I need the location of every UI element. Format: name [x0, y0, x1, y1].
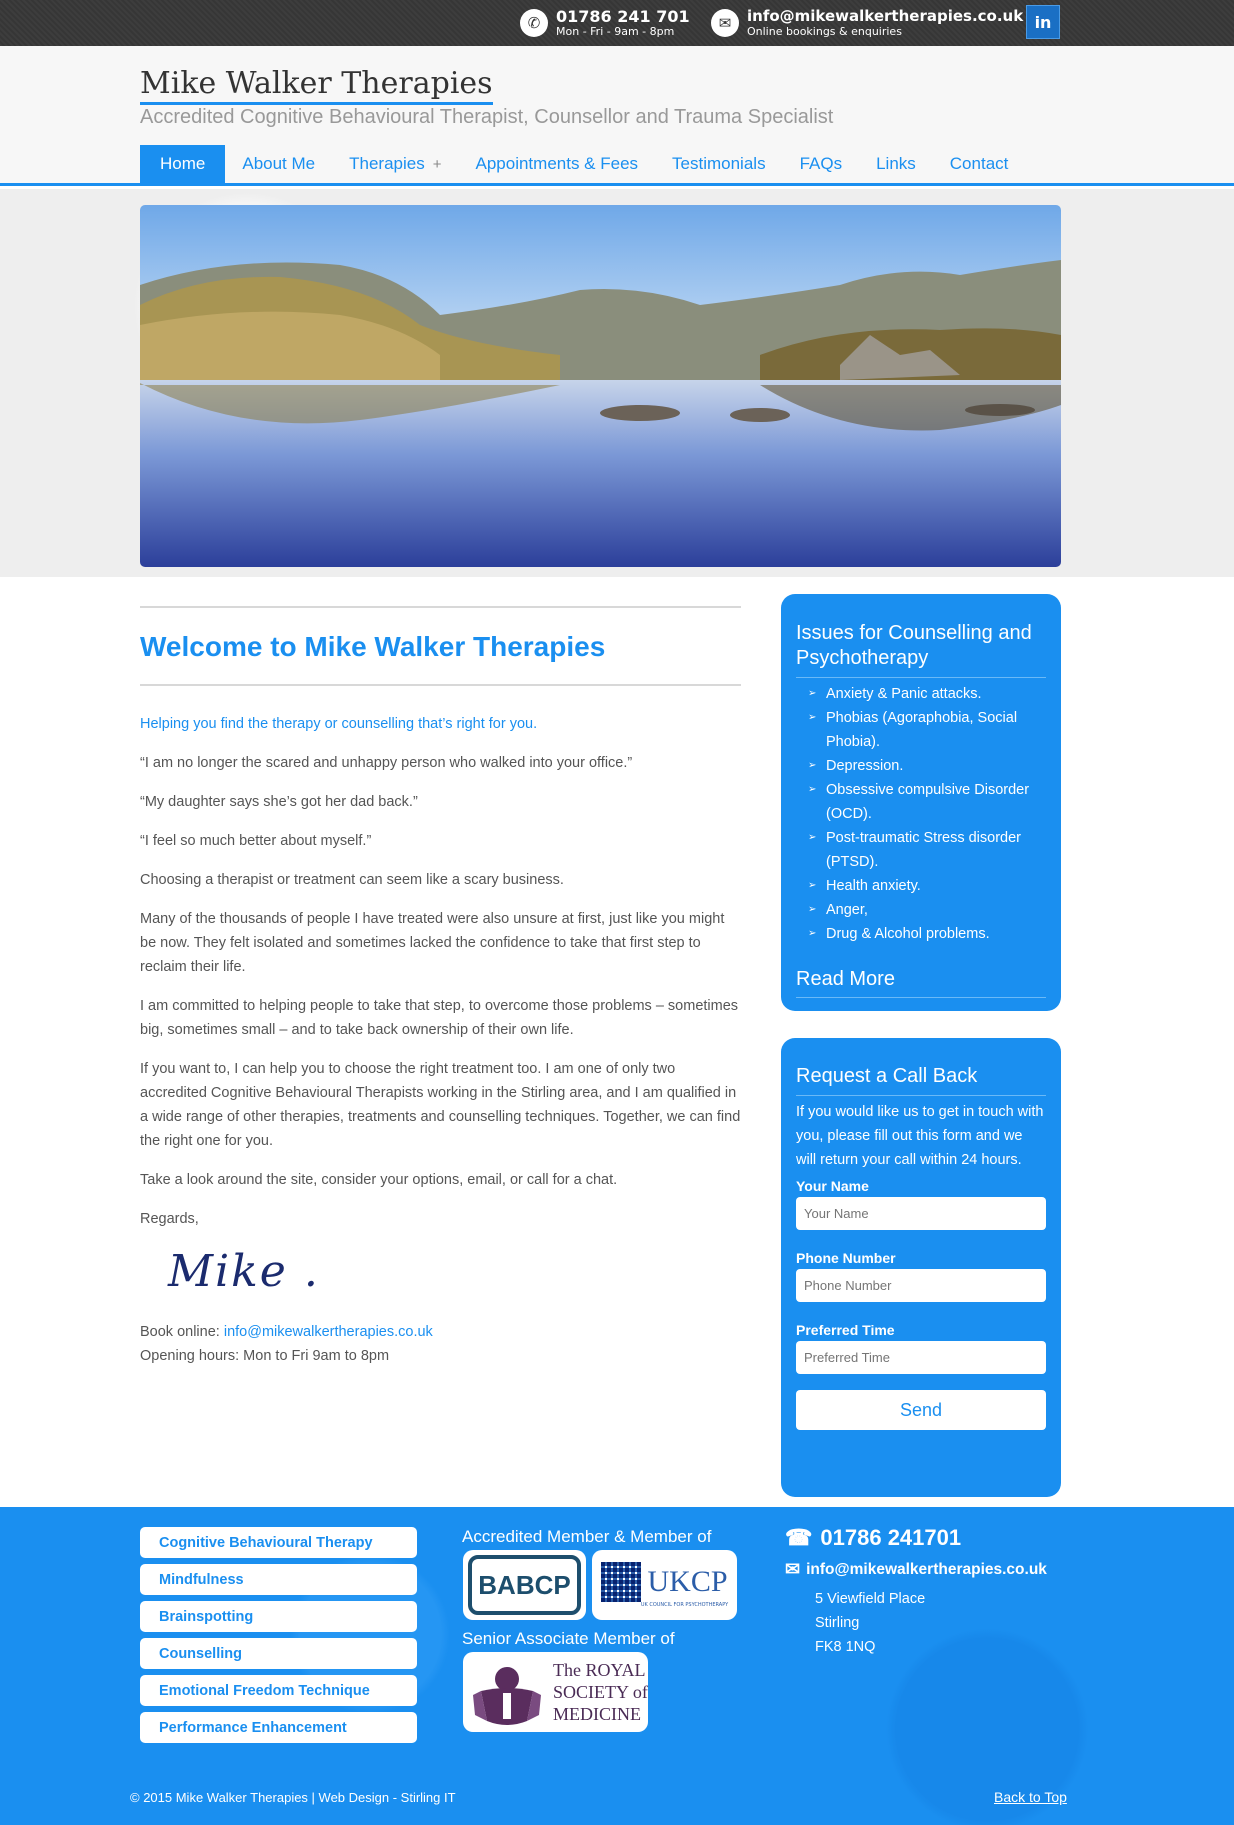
divider	[140, 606, 741, 608]
body-paragraph: Choosing a therapist or treatment can seem like a scary business.	[140, 872, 564, 888]
regards-text: Regards,	[140, 1211, 199, 1227]
topbar-phone-number[interactable]: 01786 241 701	[556, 7, 690, 26]
nav-therapies-label: Therapies	[349, 154, 425, 173]
book-email-link[interactable]: info@mikewalkertherapies.co.uk	[223, 1324, 433, 1340]
body-paragraph: I am committed to helping people to take that step, to overcome those problems – sometimes big, sometimes small – and to take back ownership of their own life.	[140, 998, 739, 1038]
callback-title: Request a Call Back	[796, 1064, 1046, 1096]
list-item: ➢ Drug & Alcohol problems.	[796, 922, 1046, 946]
service-link-counselling[interactable]: Counselling	[140, 1638, 417, 1669]
footer-phone[interactable]	[785, 1525, 961, 1551]
service-link-performance[interactable]: Performance Enhancement	[140, 1712, 417, 1743]
rsm-logo-text	[553, 1659, 648, 1725]
ukcp-logo-sub: UK COUNCIL FOR PSYCHOTHERAPY	[640, 1602, 729, 1608]
ukcp-logo-text: UKCP	[647, 1565, 728, 1598]
issues-box	[781, 594, 1061, 1011]
topbar-email[interactable]	[711, 6, 1023, 40]
linkedin-icon[interactable]: in	[1026, 5, 1060, 39]
rsm-line-3: MEDICINE	[553, 1704, 641, 1724]
nav-about-me[interactable]: About Me	[242, 154, 316, 173]
list-item: ➢ Phobias (Agoraphobia, Social Phobia).	[796, 706, 1046, 754]
main-nav	[140, 145, 1025, 183]
send-button[interactable]: Send	[796, 1390, 1046, 1430]
rsm-crest-icon	[467, 1655, 547, 1729]
body-paragraph: Many of the thousands of people I have treated were also unsure at first, just like you might be now. They felt isolated and sometimes lacked the confidence to take that first step to reclaim their life.	[140, 911, 725, 975]
phone-icon: ✆	[520, 9, 548, 37]
name-label: Your Name	[796, 1178, 869, 1194]
list-item: ➢ Anger,	[796, 898, 1046, 922]
hero-landscape-image	[140, 205, 1061, 567]
testimonial-quote: “My daughter says she’s got her dad back.”	[140, 794, 418, 810]
phone-label: Phone Number	[796, 1250, 896, 1266]
main-content	[140, 606, 741, 1368]
nav-appointments-fees[interactable]: Appointments & Fees	[475, 154, 639, 173]
babcp-logo-text: BABCP	[468, 1555, 581, 1615]
service-link-brainspotting[interactable]: Brainspotting	[140, 1601, 417, 1632]
footer-address	[815, 1587, 925, 1659]
copyright-text: © 2015 Mike Walker Therapies | Web Design - Stirling IT	[130, 1790, 456, 1805]
back-to-top-link[interactable]: Back to Top	[994, 1789, 1067, 1805]
time-label: Preferred Time	[796, 1322, 895, 1338]
list-item: ➢ Anxiety & Panic attacks.	[796, 682, 1046, 706]
topbar-phone-hours: Mon - Fri - 9am - 8pm	[556, 25, 675, 38]
nav-testimonials[interactable]: Testimonials	[672, 154, 766, 173]
hero-section	[0, 189, 1234, 577]
address-line: FK8 1NQ	[815, 1639, 876, 1655]
topbar-email-sub: Online bookings & enquiries	[747, 25, 902, 38]
address-line: Stirling	[815, 1615, 860, 1631]
plus-icon[interactable]: +	[432, 155, 442, 173]
babcp-logo[interactable]	[463, 1550, 586, 1620]
footer-phone-number[interactable]: 01786 241701	[820, 1525, 962, 1550]
list-item: ➢ Health anxiety.	[796, 874, 1046, 898]
address-line: 5 Viewfield Place	[815, 1591, 926, 1607]
senior-heading: Senior Associate Member of	[462, 1629, 675, 1648]
callback-form	[781, 1038, 1061, 1497]
nav-home[interactable]: Home	[140, 145, 225, 183]
opening-hours: Opening hours: Mon to Fri 9am to 8pm	[140, 1348, 390, 1364]
topbar-email-address[interactable]: info@mikewalkertherapies.co.uk	[747, 7, 1024, 25]
list-item: ➢ Depression.	[796, 754, 1046, 778]
testimonial-quote: “I am no longer the scared and unhappy person who walked into your office.”	[140, 755, 633, 771]
nav-contact[interactable]: Contact	[949, 154, 1009, 173]
site-footer	[0, 1507, 1234, 1825]
callback-description: If you would like us to get in touch with you, please fill out this form and we will return your call within 24 hours.	[796, 1104, 1044, 1168]
services-list	[140, 1527, 417, 1749]
nav-faqs[interactable]: FAQs	[799, 154, 843, 173]
nav-therapies[interactable]	[332, 145, 458, 183]
read-more-link[interactable]: Read More	[796, 968, 1046, 998]
ukcp-grid-icon	[601, 1562, 641, 1602]
signature-image: Mike .	[168, 1246, 320, 1297]
testimonial-quote: “I feel so much better about myself.”	[140, 833, 372, 849]
divider	[140, 684, 741, 686]
site-subtitle: Accredited Cognitive Behavioural Therapist, Counsellor and Trauma Specialist	[140, 106, 834, 128]
body-paragraph: Take a look around the site, consider your options, email, or call for a chat.	[140, 1172, 618, 1188]
footer-email-address[interactable]: info@mikewalkertherapies.co.uk	[806, 1560, 1047, 1578]
service-link-cbt[interactable]: Cognitive Behavioural Therapy	[140, 1527, 417, 1558]
booking-info	[140, 1320, 741, 1368]
envelope-icon: ✉	[711, 9, 739, 37]
nav-links[interactable]: Links	[876, 154, 916, 173]
name-input[interactable]	[796, 1197, 1046, 1230]
site-header	[0, 46, 1234, 186]
book-online-label: Book online:	[140, 1324, 224, 1340]
intro-text: Helping you find the therapy or counselling that’s right for you.	[140, 716, 538, 732]
issues-list	[796, 682, 1046, 946]
accredited-heading: Accredited Member & Member of	[462, 1527, 712, 1546]
service-link-eft[interactable]: Emotional Freedom Technique	[140, 1675, 417, 1706]
time-input[interactable]	[796, 1341, 1046, 1374]
ukcp-logo[interactable]	[592, 1550, 737, 1620]
rsm-line-1: The ROYAL	[553, 1660, 646, 1680]
top-bar	[0, 0, 1234, 46]
service-link-mindfulness[interactable]: Mindfulness	[140, 1564, 417, 1595]
page-title: Welcome to Mike Walker Therapies	[140, 631, 606, 662]
site-title[interactable]: Mike Walker Therapies	[140, 66, 493, 105]
topbar-phone[interactable]	[520, 6, 690, 40]
list-item: ➢ Obsessive compulsive Disorder (OCD).	[796, 778, 1046, 826]
footer-email[interactable]	[785, 1559, 1047, 1580]
phone-icon: ☎	[785, 1525, 813, 1550]
issues-title: Issues for Counselling and Psychotherapy	[796, 621, 1046, 678]
rsm-line-2: SOCIETY of	[553, 1682, 648, 1702]
envelope-icon: ✉	[785, 1559, 801, 1579]
rsm-logo[interactable]	[463, 1652, 648, 1732]
list-item: ➢ Post-traumatic Stress disorder (PTSD).	[796, 826, 1046, 874]
body-paragraph: If you want to, I can help you to choose the right treatment too. I am one of only two accredited Cognitive Behavioural Therapists working in the Stirling area, and I am qualified in a wide range of other therapies, treatments and counselling techniques. Together, we can find the right one for you.	[140, 1061, 741, 1149]
phone-input[interactable]	[796, 1269, 1046, 1302]
